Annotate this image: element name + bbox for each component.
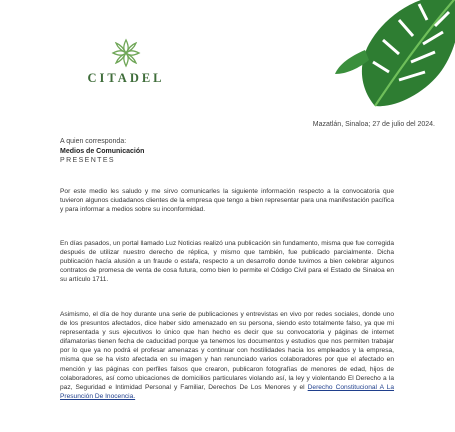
constitutional-right-link[interactable]: Derecho Constitucional A La Presunción De Inocencia. [60, 383, 395, 400]
recipient-presentes: PRESENTES [60, 157, 115, 164]
recipient-salutation: A quien corresponda: [60, 138, 127, 145]
recipient-block [60, 137, 144, 166]
paragraph-intro: Por este medio les saludo y me sirvo comunicarles la siguiente información respecto a la convocatoria que tuvieron algunos ciudadanos clientes de la empresa que tengo a bien representar para una manifestación pacífica y para informar a medios sobre su inconformidad. [60, 188, 394, 214]
monstera-leaf-icon [331, 0, 455, 118]
letter-date: Mazatlán, Sinaloa; 27 de julio del 2024. [312, 121, 435, 128]
paragraph-background: En días pasados, un portal llamado Luz Noticias realizó una publicación sin fundamento, misma que fue corregida después de utilizar nuestro derecho de réplica, y mismo que también, fue publicado parcialmente. Dicha publicación hacía alusión a un fraude o estafa, respecto a un desarrollo donde tuvimos a bien celebrar algunos contratos de promesa de venta de cosa futura, como bien lo permite el Código Civil para el Estado de Sinaloa en su artículo 1711. [60, 240, 394, 284]
recipient-organization: Medios de Comunicación [60, 147, 145, 155]
brand-logo [86, 38, 166, 86]
paragraph-statement-text: Asimismo, el día de hoy durante una serie de publicaciones y entrevistas en vivo por redes sociales, donde uno de los presuntos afectados, dice haber sido amenazado en su persona, siendo esto totalmente falso, ya que mi representada y sus ejecutivos lo único que han hecho es decir que su convocatoria y páginas de internet difamatorias tienen fecha de caducidad porque ya tenemos los documentos y estudios que nos permiten trabajar por lo que ya no podrá el profesar amenazas y continuar con hostilidades hacia los empleados y la empresa, misma que se ha visto afectada en su imagen y han renunciado varios colaboradores por que el afectado en mención y las páginas con perfiles falsos que crearon, publicaron fotografías de menores de edad, hijos de colaboradores, así como ubicaciones de domicilios particulares violando así, la ley y violentando El Derecho a la paz, Seguridad e Intimidad Personal y Familiar, Derechos De Los Menores y el [60, 311, 394, 391]
citadel-logo-icon [111, 38, 141, 68]
brand-name: CITADEL [87, 71, 165, 85]
paragraph-statement [60, 310, 394, 401]
